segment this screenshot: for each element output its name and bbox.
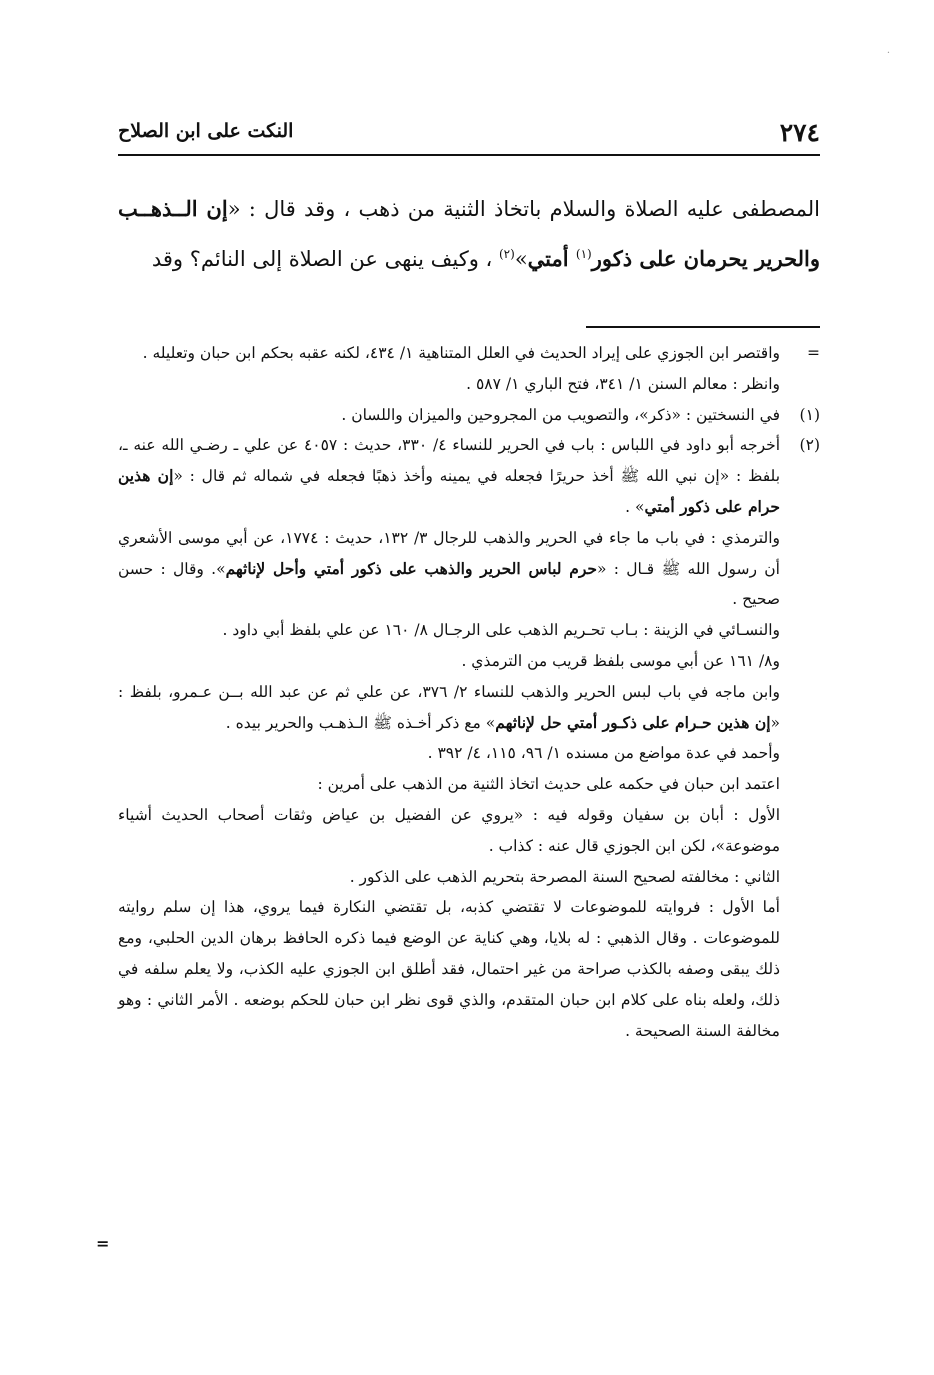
footnote-1 [118,400,820,431]
footnote-tirmidhi [118,523,820,615]
hadith-quote-end: أمتي [527,246,576,271]
footnote-text: اعتمد ابن حبان في حكمه على حديث اتخاذ الثنية من الذهب على أمرين : [317,775,780,794]
footnote-ibnhibban [118,769,820,800]
footnote-continuation [118,338,820,369]
footnote-2 [118,430,820,522]
running-title: النكت على ابن الصلاح [118,120,294,142]
footnote-separator [586,326,820,328]
main-text-continuation: ، وكيف ينهى عن الصلاة إلى النائم؟ وقد [151,247,493,271]
header-rule [118,154,820,156]
footnote-text: وابن ماجه في باب لبس الحرير والذهب للنساء ٢/ ٣٧٦، عن علي ثم عن عبد الله بــن عـمرو، بلفظ : « [118,682,780,732]
main-text [118,184,820,284]
footnote-text: الثاني : مخالفته لصحيح السنة المصرحة بتحريم الذهب على الذكور . [349,867,780,886]
footnote-text: ». وقال : حسن صحيح . [118,559,780,609]
footnote-text: أخرجه أبو داود في اللباس : باب في الحرير للنساء ٤/ ٣٣٠، حديث : ٤٠٥٧ عن علي ـ رضـي الله عنه ـ، بلفظ : «إن نبي الله ﷺ أخذ حريرًا فجعله في يمينه وأخذ ذهبًا فجعله في شماله ثم قال : « [118,436,781,486]
hadith-quote: إن الــذهــب والحرير يحرمان على ذكور [118,196,820,271]
footnote-ref-2: (٢) [498,247,515,261]
footnote-ibnmajah [118,677,820,739]
main-paragraph [118,184,820,284]
close-quote: » [514,247,528,271]
footnote-ref-1: (١) [575,247,592,261]
footnote-text: أما الأول : فروايته للموضوعات لا تقتضي كذبه، بل تقتضي النكارة فيما يروي، هذا إن سلم روايته للموضوعات . وقال الذهبي : له بلايا، وهي كناية عن الوضع فيما ذكره الحافظ برهان الدين الحلبي، ومع ذلك يبقى وصفه بالكذب صراحة من غير احتمال، فقد أطلق ابن الجوزي عليه الكذب، ولا يعلم سلفه في ذلك، ولعله بناه على كلام ابن حبان المتقدم، والذي قوى نظر ابن حبان للحكم بوضعه . الأمر الثاني : وهو مخالفة السنة الصحيحة . [118,898,780,1040]
continuation-end-marker: = [96,1234,110,1253]
footnote-ahmad [118,738,820,769]
footnotes [118,338,820,1046]
footnote-text: في النسختين : «ذكر»، والتصويب من المجروحين والميزان واللسان . [341,405,780,424]
footnote-discussion [118,892,820,1046]
footnote-quote: حرم لباس الحرير والذهب على ذكور أمتي وأحل لإناثهم [225,558,597,578]
main-text-plain: المصطفى عليه الصلاة والسلام باتخاذ الثنية من ذهب ، وقد قال : « [227,197,820,221]
footnote-nasai-2 [118,646,820,677]
corner-dot: · [886,48,890,59]
footnote-text: الأول : أبان بن سفيان وقوله فيه : «يروي عن الفضيل بن عياض وثقات أصحاب الحديث أشياء موضوعة»، لكن ابن الجوزي قال عنه : كذاب . [118,805,780,855]
footnote-text: و٨/ ١٦١ عن أبي موسى بلفظ قريب من الترمذي . [461,651,780,670]
footnote-quote: إن هذين حـرام على ذكـور أمتي حل لإناثهم [495,712,771,732]
footnote-nasai-1 [118,615,820,646]
page-number: ٢٧٤ [779,118,820,147]
footnote-first [118,800,820,862]
page-header [118,118,820,150]
footnote-text: والنسـائي في الزينة : بـاب تحـريم الذهب على الرجـال ٨/ ١٦٠ عن علي بلفظ أبي داود . [222,621,780,640]
footnote-text: » مع ذكر أخـذه ﷺ الـذهـب والحرير بيده . [225,713,496,732]
footnote-text: وانظر : معالم السنن ١/ ٣٤١، فتح الباري ١/ ٥٨٧ . [466,374,780,393]
footnote-text: والترمذي : في باب ما جاء في الحرير والذهب للرجال ٣/ ١٣٢، حديث : ١٧٧٤، عن أبي موسى الأشعري أن رسول الله ﷺ قـال : « [118,528,780,578]
footnote-marker: (١) [799,405,820,424]
footnote-text: واقتصر ابن الجوزي على إيراد الحديث في العلل المتناهية ١/ ٤٣٤، لكنه عقبه بحكم ابن حبان وتعليله . [142,344,780,362]
footnote-text: » . [625,497,645,516]
footnote-quote: إن هذين حرام على ذكور أمتي [118,466,780,516]
footnote-second [118,862,820,893]
footnote-see-also [118,369,820,400]
continuation-marker: = [807,344,820,362]
footnote-marker: (٢) [799,436,820,455]
footnote-text: وأحمد في عدة مواضع من مسنده ١/ ٩٦، ١١٥، ٤/ ٣٩٢ . [427,744,780,763]
